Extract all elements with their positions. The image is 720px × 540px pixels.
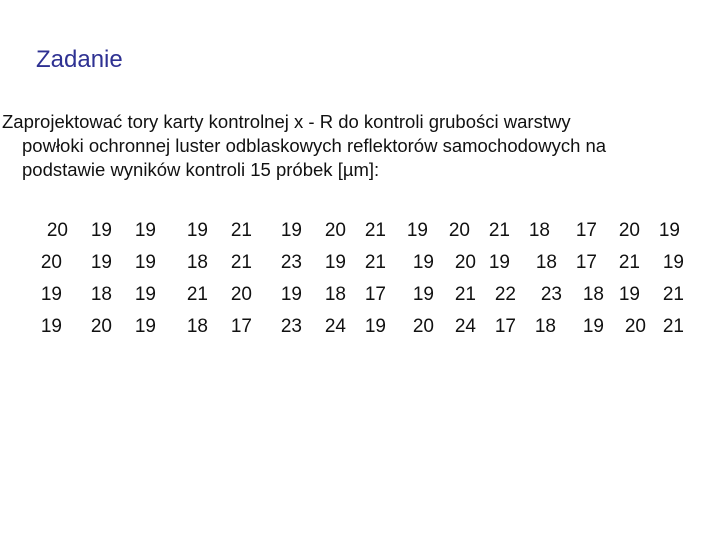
- sample-value: 19: [90, 220, 112, 241]
- sample-value: 21: [364, 220, 386, 241]
- sample-value: 23: [540, 284, 562, 305]
- sample-value: 19: [40, 316, 62, 337]
- sample-value: 19: [134, 252, 156, 273]
- sample-value: 18: [528, 220, 550, 241]
- sample-value: 18: [186, 316, 208, 337]
- sample-value: 19: [40, 284, 62, 305]
- sample-value: 20: [46, 220, 68, 241]
- sample-value: 20: [448, 220, 470, 241]
- sample-value: 20: [40, 252, 62, 273]
- sample-value: 22: [494, 284, 516, 305]
- sample-value: 19: [406, 220, 428, 241]
- sample-row: [0, 316, 720, 348]
- task-line-3: podstawie wyników kontroli 15 próbek [µm]:: [22, 159, 380, 180]
- sample-value: 21: [230, 252, 252, 273]
- sample-value: 19: [280, 284, 302, 305]
- sample-value: 19: [134, 316, 156, 337]
- sample-value: 19: [658, 220, 680, 241]
- sample-value: 19: [582, 316, 604, 337]
- slide-title: Zadanie: [36, 46, 123, 73]
- sample-value: 23: [280, 316, 302, 337]
- sample-value: 20: [324, 220, 346, 241]
- sample-value: 21: [230, 220, 252, 241]
- sample-value: 20: [454, 252, 476, 273]
- sample-value: 20: [618, 220, 640, 241]
- sample-value: 17: [230, 316, 252, 337]
- sample-value: 19: [412, 252, 434, 273]
- sample-value: 20: [412, 316, 434, 337]
- sample-value: 17: [364, 284, 386, 305]
- sample-value: 20: [230, 284, 252, 305]
- sample-value: 19: [364, 316, 386, 337]
- sample-value: 19: [186, 220, 208, 241]
- sample-value: 21: [662, 316, 684, 337]
- task-description: [2, 110, 702, 182]
- sample-value: 19: [134, 284, 156, 305]
- sample-value: 17: [575, 220, 597, 241]
- sample-value: 24: [324, 316, 346, 337]
- sample-value: 19: [324, 252, 346, 273]
- sample-row: [0, 284, 720, 316]
- sample-value: 18: [186, 252, 208, 273]
- sample-value: 18: [534, 316, 556, 337]
- sample-value: 19: [618, 284, 640, 305]
- sample-value: 23: [280, 252, 302, 273]
- sample-value: 17: [494, 316, 516, 337]
- task-line-1: Zaprojektować tory karty kontrolnej x - R do kontroli grubości warstwy: [2, 111, 571, 132]
- sample-value: 21: [662, 284, 684, 305]
- sample-value: 21: [454, 284, 476, 305]
- sample-row: [0, 220, 720, 252]
- sample-value: 19: [412, 284, 434, 305]
- sample-value: 18: [324, 284, 346, 305]
- task-line-2: powłoki ochronnej luster odblaskowych reflektorów samochodowych na: [22, 135, 607, 156]
- sample-value: 21: [618, 252, 640, 273]
- sample-value: 19: [134, 220, 156, 241]
- sample-value: 18: [90, 284, 112, 305]
- sample-value: 19: [90, 252, 112, 273]
- sample-value: 18: [582, 284, 604, 305]
- sample-value: 17: [575, 252, 597, 273]
- sample-value: 21: [364, 252, 386, 273]
- sample-value: 20: [90, 316, 112, 337]
- sample-value: 18: [535, 252, 557, 273]
- sample-value: 19: [280, 220, 302, 241]
- sample-row: [0, 252, 720, 284]
- sample-data-table: [0, 220, 720, 348]
- sample-value: 21: [186, 284, 208, 305]
- sample-value: 19: [488, 252, 510, 273]
- sample-value: 24: [454, 316, 476, 337]
- sample-value: 20: [624, 316, 646, 337]
- sample-value: 19: [662, 252, 684, 273]
- sample-value: 21: [488, 220, 510, 241]
